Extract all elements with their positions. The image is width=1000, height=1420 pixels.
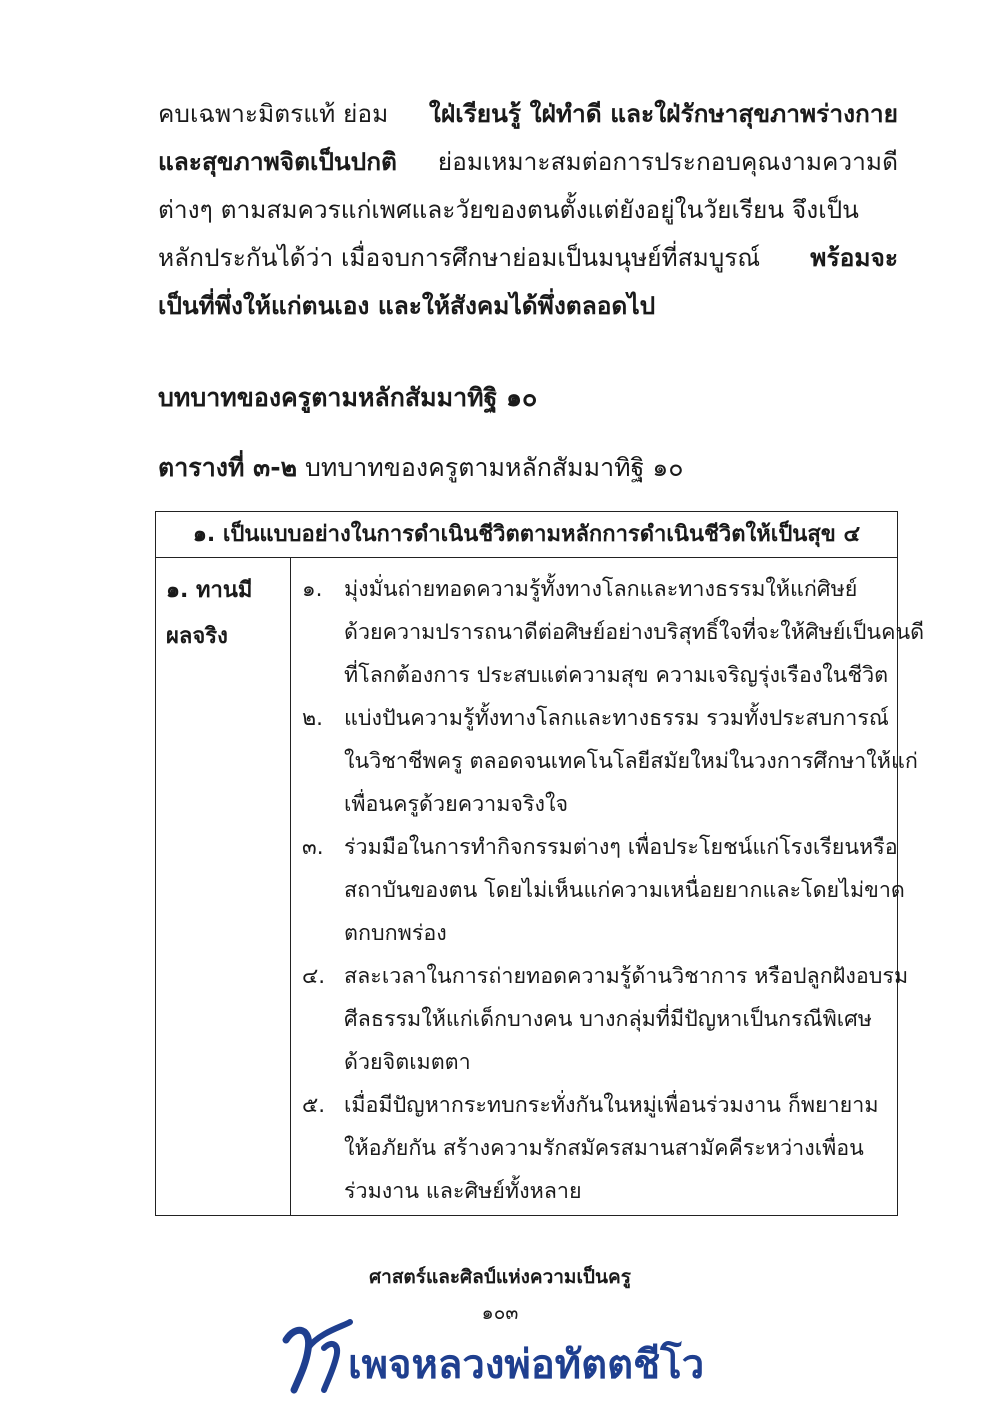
paragraph-line-4 — [158, 234, 898, 282]
paragraph-line-4-plain: หลักประกันได้ว่า เมื่อจบการศึกษาย่อมเป็นมนุษย์ที่สมบูรณ์ — [158, 243, 761, 272]
item-number: ๑. — [302, 577, 323, 602]
left-cell-line-2: ผลจริง — [166, 624, 228, 649]
item-number: ๓. — [302, 835, 324, 860]
paragraph-line-4-bold: พร้อมจะ — [810, 243, 898, 272]
list-item — [302, 568, 925, 697]
table-header: ๑. เป็นแบบอย่างในการดำเนินชีวิตตามหลักการดำเนินชีวิตให้เป็นสุข ๔ — [156, 512, 897, 558]
item-number: ๕. — [302, 1093, 326, 1118]
item-line: สถาบันของตน โดยไม่เห็นแก่ความเหนื่อยยากและโดยไม่ขาด — [344, 878, 905, 903]
page-number: ๑๐๓ — [481, 1302, 519, 1324]
roles-table — [155, 511, 925, 1216]
table-left-cell — [166, 568, 286, 660]
item-line: เพื่อนครูด้วยความจริงใจ — [344, 792, 569, 817]
table-caption — [158, 448, 684, 488]
item-line: ศีลธรรมให้แก่เด็กบางคน บางกลุ่มที่มีปัญหาเป็นกรณีพิเศษ — [344, 1007, 872, 1032]
item-line: เมื่อมีปัญหากระทบกระทั่งกันในหมู่เพื่อนร่วมงาน ก็พยายาม — [344, 1093, 879, 1118]
paragraph-line-2-bold: และสุขภาพจิตเป็นปกติ — [158, 147, 397, 176]
table-caption-text: บทบาทของครูตามหลักสัมมาทิฐิ ๑๐ — [305, 453, 684, 482]
paragraph-line-1-plain: คบเฉพาะมิตรแท้ ย่อม — [158, 99, 389, 128]
item-line: มุ่งมั่นถ่ายทอดความรู้ทั้งทางโลกและทางธรรมให้แก่ศิษย์ — [344, 577, 858, 602]
item-line: ในวิชาชีพครู ตลอดจนเทคโนโลยีสมัยใหม่ในวงการศึกษาให้แก่ — [344, 749, 918, 774]
body-paragraph — [158, 90, 898, 330]
table-item-list — [302, 568, 925, 1213]
item-line: ที่โลกต้องการ ประสบแต่ความสุข ความเจริญรุ่งเรืองในชีวิต — [344, 663, 889, 688]
item-number: ๒. — [302, 706, 324, 731]
left-cell-line-1: ๑. ทานมี — [166, 578, 253, 603]
paragraph-line-5: เป็นที่พึ่งให้แก่ตนเอง และให้สังคมได้พึ่งตลอดไป — [158, 291, 656, 320]
paragraph-line-1 — [158, 90, 898, 138]
list-item — [302, 697, 918, 826]
brand-name: เพจหลวงพ่อทัตตชีโว — [348, 1342, 705, 1388]
brand-block — [278, 1318, 738, 1408]
brand-logo-icon — [278, 1318, 358, 1398]
paragraph-line-2-plain: ย่อมเหมาะสมต่อการประกอบคุณงามความดี — [437, 147, 898, 176]
list-item — [302, 1084, 890, 1213]
item-number: ๔. — [302, 964, 326, 989]
item-line: ตกบกพร่อง — [344, 921, 447, 946]
paragraph-line-1-bold: ใฝ่เรียนรู้ ใฝ่ทำดี และใฝ่รักษาสุขภาพร่างกาย — [428, 99, 898, 128]
item-line: ด้วยความปรารถนาดีต่อศิษย์อย่างบริสุทธิ์ใจที่จะให้ศิษย์เป็นคนดี — [344, 620, 925, 645]
list-item — [302, 955, 909, 1084]
paragraph-line-2 — [158, 138, 898, 186]
table-caption-label: ตารางที่ ๓-๒ — [158, 453, 298, 482]
item-line: ร่วมงาน และศิษย์ทั้งหลาย — [344, 1179, 582, 1204]
section-heading: บทบาทของครูตามหลักสัมมาทิฐิ ๑๐ — [158, 383, 538, 412]
list-item — [302, 826, 905, 955]
item-line: ร่วมมือในการทำกิจกรรมต่างๆ เพื่อประโยชน์แก่โรงเรียนหรือ — [344, 835, 898, 860]
table-column-divider — [290, 558, 291, 1215]
item-line: ให้อภัยกัน สร้างความรักสมัครสมานสามัคคีระหว่างเพื่อน — [344, 1136, 864, 1161]
paragraph-line-3: ต่างๆ ตามสมควรแก่เพศและวัยของตนตั้งแต่ยังอยู่ในวัยเรียน จึงเป็น — [158, 195, 859, 224]
footer-book-title: ศาสตร์และศิลป์แห่งความเป็นครู — [369, 1266, 631, 1288]
item-line: แบ่งปันความรู้ทั้งทางโลกและทางธรรม รวมทั้งประสบการณ์ — [344, 706, 889, 731]
item-line: สละเวลาในการถ่ายทอดความรู้ด้านวิชาการ หรือปลูกฝังอบรม — [344, 964, 909, 989]
item-line: ด้วยจิตเมตตา — [344, 1050, 471, 1075]
